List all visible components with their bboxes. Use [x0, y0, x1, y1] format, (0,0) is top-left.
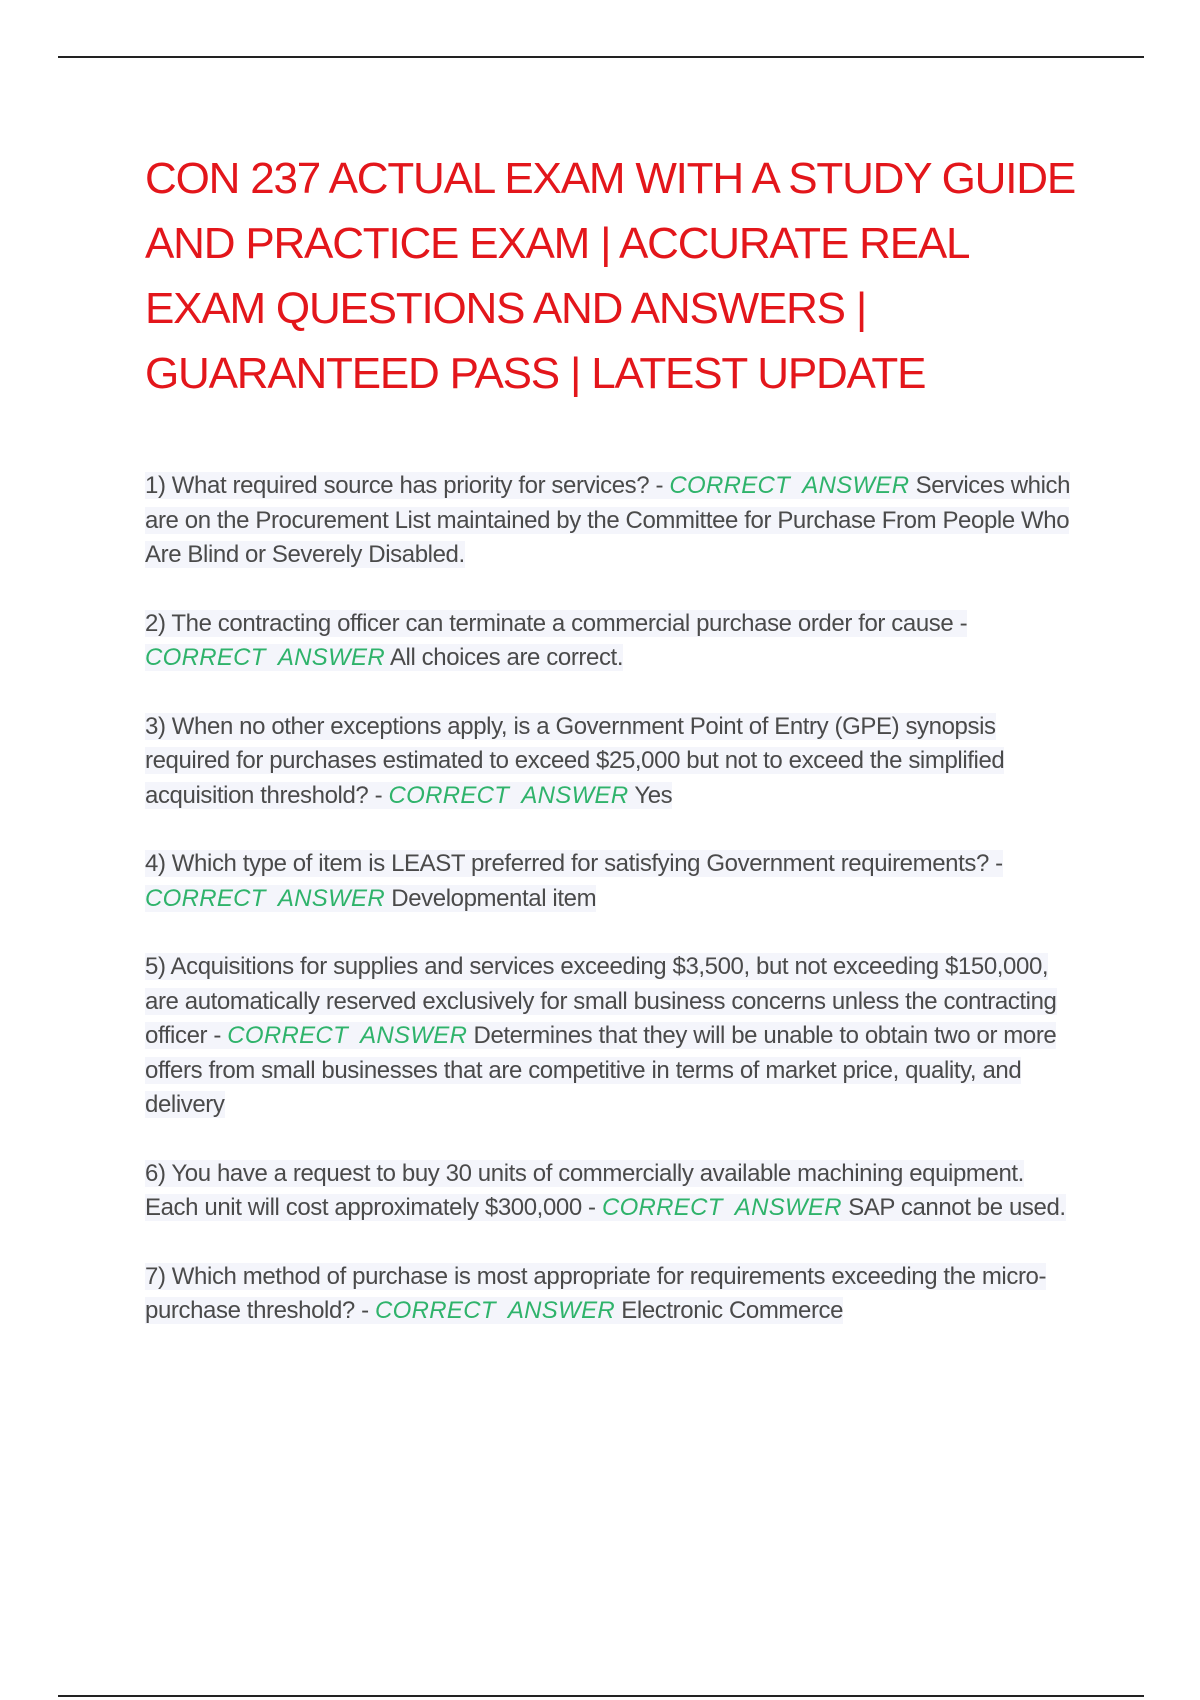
qa-item-1	[145, 469, 1080, 573]
header-rule	[58, 56, 1144, 58]
answer-text: SAP cannot be used.	[848, 1194, 1066, 1221]
correct-answer-label: CORRECT ANSWER	[227, 1022, 468, 1049]
correct-answer-label: CORRECT ANSWER	[375, 1297, 616, 1324]
qa-item-4	[145, 847, 1080, 916]
qa-item-7	[145, 1260, 1080, 1329]
answer-text: Yes	[634, 781, 673, 809]
question-text: 2) The contracting officer can terminate a commercial purchase order for cause -	[145, 609, 968, 637]
question-text: 4) Which type of item is LEAST preferred for satisfying Government requirements? -	[145, 850, 1003, 877]
correct-answer-label: CORRECT ANSWER	[601, 1194, 842, 1221]
qa-item-5	[145, 950, 1080, 1123]
footer-rule	[58, 1695, 1144, 1697]
qa-item-2	[145, 607, 1080, 676]
correct-answer-label: CORRECT ANSWER	[145, 884, 385, 912]
question-text: 6) You have a request to buy 30 units of commercially available machining equipment. Each unit will cost approximately $300,000 -	[145, 1159, 1024, 1221]
document-title: CON 237 ACTUAL EXAM WITH A STUDY GUIDE AND PRACTICE EXAM | ACCURATE REAL EXAM QUESTIONS AND ANSWERS | GUARANTEED PASS | LATEST UPDATE	[145, 154, 1075, 398]
question-text: 7) Which method of purchase is most appropriate for requirements exceeding the micro-purchase threshold? -	[145, 1262, 1047, 1324]
answer-text: All choices are correct.	[389, 644, 624, 671]
answer-text: Electronic Commerce	[621, 1297, 844, 1324]
question-list	[145, 469, 1080, 1363]
answer-text: Determines that they will be unable to obtain two or more offers from small businesses that are competitive in terms of market price, quality, and delivery	[145, 1022, 1057, 1118]
correct-answer-label: CORRECT ANSWER	[669, 472, 910, 499]
question-text: 1) What required source has priority for services? -	[145, 472, 664, 499]
question-text: 3) When no other exceptions apply, is a Government Point of Entry (GPE) synopsis required for purchases estimated to exceed $25,000 but not to exceed the simplified acquisition threshold? -	[145, 712, 1005, 809]
correct-answer-label: CORRECT ANSWER	[145, 644, 385, 671]
correct-answer-label: CORRECT ANSWER	[388, 781, 629, 809]
question-text: 5) Acquisitions for supplies and services exceeding $3,500, but not exceeding $150,000, are automatically reserved exclusively for small business concerns unless the contracting officer -	[145, 953, 1057, 1049]
answer-text: Services which are on the Procurement List maintained by the Committee for Purchase From People Who Are Blind or Severely Disabled.	[145, 472, 1071, 568]
qa-item-6	[145, 1157, 1080, 1226]
qa-item-3	[145, 710, 1080, 814]
answer-text: Developmental item	[391, 884, 597, 912]
